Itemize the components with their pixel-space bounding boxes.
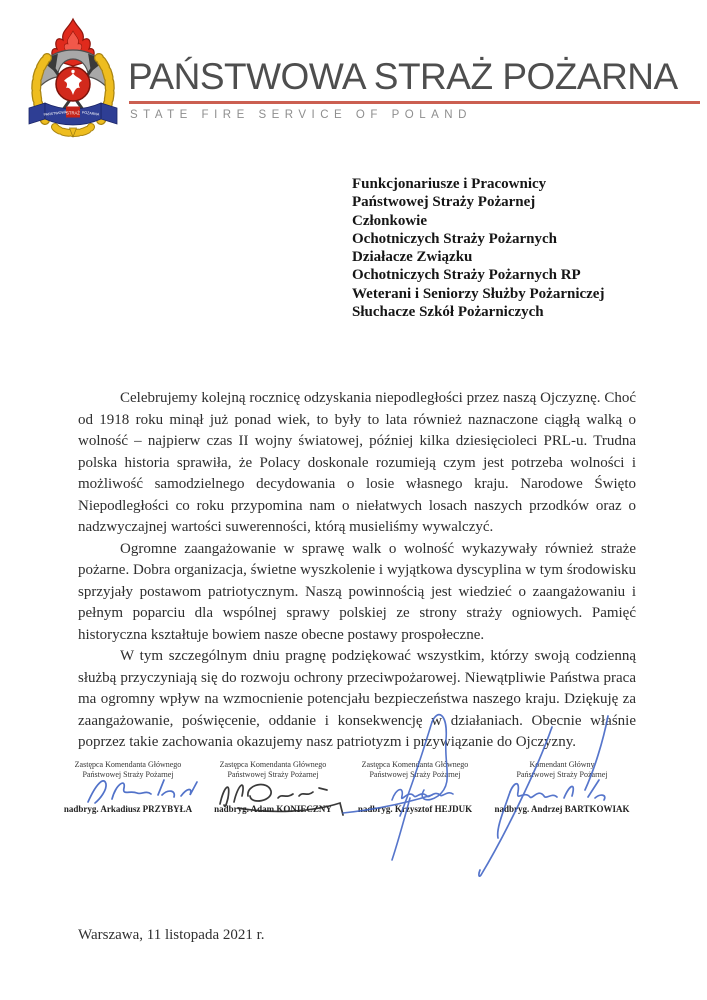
org-subtitle-en: STATE FIRE SERVICE OF POLAND <box>130 109 472 121</box>
place-date-line: Warszawa, 11 listopada 2021 r. <box>78 927 265 943</box>
recipient-line: Weterani i Seniorzy Służby Pożarniczej <box>352 285 605 302</box>
recipient-line: Państwowej Straży Pożarnej <box>352 194 536 211</box>
eagle-roundel-icon <box>56 67 90 101</box>
recipient-line: Członkowie <box>352 212 427 229</box>
banner-word-left: PAŃSTWOWA <box>43 110 68 117</box>
signer-title: Zastępca Komendanta Głównego <box>74 760 182 769</box>
state-fire-service-emblem-icon <box>22 16 124 148</box>
recipient-line: Działacze Związku <box>352 249 473 266</box>
recipient-line: Ochotniczych Straży Pożarnych <box>352 230 557 247</box>
header-accent-rule <box>129 101 700 104</box>
recipient-line: Ochotniczych Straży Pożarnych RP <box>352 267 581 284</box>
signer-name: nadbryg. Adam KONIECZNY <box>214 804 332 814</box>
signer-name: nadbryg. Arkadiusz PRZYBYŁA <box>63 804 193 814</box>
body-paragraph-3: W tym szczególnym dniu pragnę podziękować wszystkim, którzy swoją codzienną służbą przyczyniają się do rozwoju ochrony przeciwpożarowej. Niewątpliwie Państwa praca ma ogromny wpływ na wzmocnienie potencjału bezpieczeństwa naszego kraju. Dziękuję za zaangażowanie, poświęcenie, oddanie i konsekwencję w działaniach. Obecnie właśnie poprzez takie zachowania okazujemy nasz patriotyzm i przywiązanie do Ojczyzny. <box>78 648 636 750</box>
signer-title: Państwowej Straży Pożarnej <box>369 769 461 779</box>
ribbon-banner <box>29 103 117 137</box>
signature-row <box>0 760 707 830</box>
org-title: PAŃSTWOWA STRAŻ POŻARNA <box>128 56 678 97</box>
signer-title: Zastępca Komendanta Głównego <box>361 760 469 769</box>
signer-title: Państwowej Straży Pożarnej <box>516 769 608 779</box>
signer-title: Państwowej Straży Pożarnej <box>227 769 319 779</box>
signer-title: Zastępca Komendanta Głównego <box>219 760 327 769</box>
banner-word-center: STRAŻ <box>66 110 80 116</box>
recipient-line: Funkcjonariusze i Pracownicy <box>352 176 547 192</box>
signer-title: Komendant Główny <box>529 760 595 769</box>
signature-block-hejduk <box>330 760 500 814</box>
banner-word-right: POŻARNA <box>81 110 100 117</box>
body-paragraph-2: Ogromne zaangażowanie w sprawę walk o wolność wykazywały również straże pożarne. Dobra organizacja, świetne wyszkolenie i wyjątkowa dyscyplina w tym środowisku sprzyjały postawom patriotycznym. Naszą powinnością jest wiedzieć o zaangażowaniu i pełnym poparciu dla wspólnej sprawy polskiej ze strony straży ogniowych. Pamięć historyczna kształtuje bowiem nasze obecne postawy prospołeczne. <box>78 540 636 643</box>
body-paragraph-1: Celebrujemy kolejną rocznicę odzyskania niepodległości przez naszą Ojczyznę. Choć od 1918 roku minął już ponad wiek, to były to lata również naznaczone ciągłą walką o wolność – najpierw czas II wojny światowej, później kilka dziesięcioleci PRL-u. Trudna polska historia sprawiła, że Polacy doskonale rozumieją czym jest potrzeba wolności i możliwość samodzielnego decydowania o losie własnego kraju. Narodowe Święto Niepodległości co roku przypomina nam o niełatwych losach naszych przodków oraz o nadzwyczajnej wartości suwerenności, którą musieliśmy wywalczyć. <box>78 390 636 535</box>
signer-title: Państwowej Straży Pożarnej <box>82 769 174 779</box>
signer-name: nadbryg. Andrzej BARTKOWIAK <box>494 804 630 814</box>
recipient-block <box>352 175 642 321</box>
letter-body <box>78 388 636 754</box>
signature-block-bartkowiak <box>477 760 647 814</box>
recipient-line: Słuchacze Szkół Pożarniczych <box>352 304 544 321</box>
signer-name: nadbryg. Krzysztof HEJDUK <box>357 804 473 814</box>
